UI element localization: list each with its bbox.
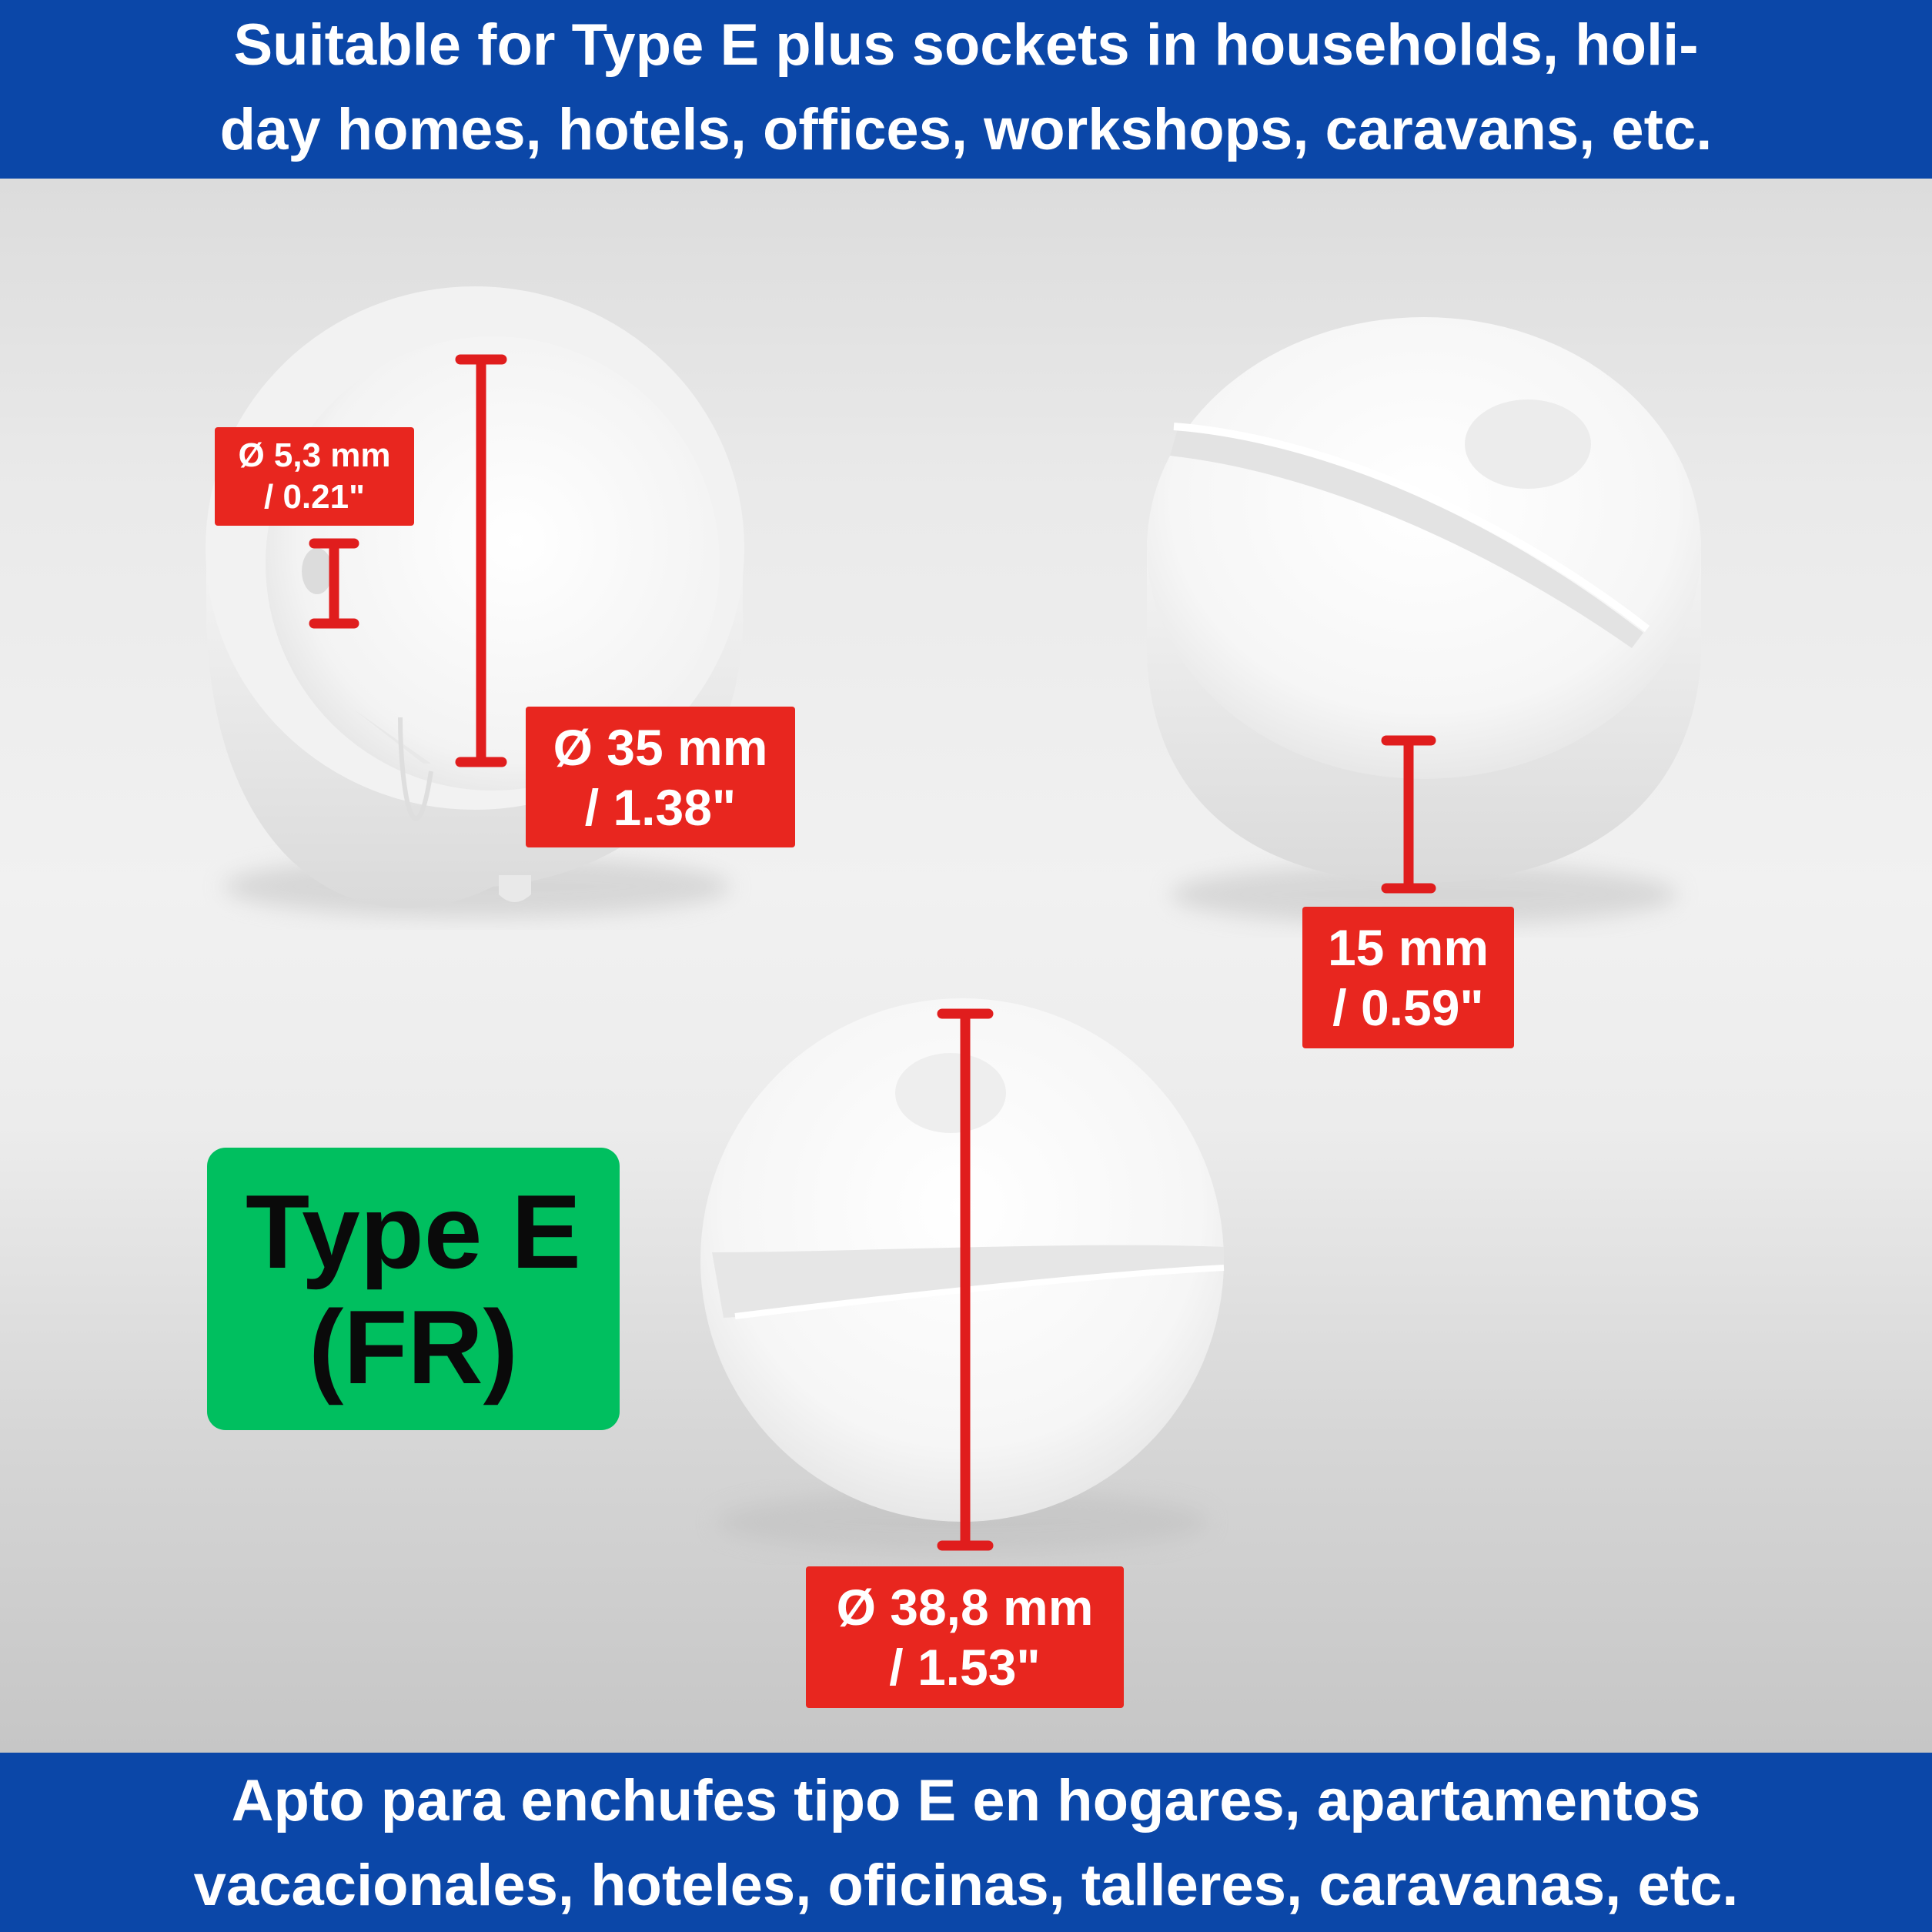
inner-diameter-imperial: / 1.38" [584, 778, 737, 836]
hole-diameter-metric: Ø 5,3 mm [238, 436, 391, 474]
hole-diameter-label [215, 427, 414, 526]
product-stage [0, 179, 1932, 1753]
bottom-banner [0, 1753, 1932, 1932]
height-label [1302, 907, 1514, 1048]
inner-diameter-metric: Ø 35 mm [553, 718, 768, 776]
bottom-banner-line-1: Apto para enchufes tipo E en hogares, apartamentos [231, 1768, 1701, 1833]
cap-top-view [700, 998, 1224, 1553]
height-metric: 15 mm [1327, 919, 1489, 976]
outer-diameter-imperial: / 1.53" [889, 1639, 1041, 1696]
plug-type-region: (FR) [309, 1288, 518, 1406]
cap-front-angled-view [1147, 317, 1701, 925]
top-banner [0, 0, 1932, 179]
plug-type-name: Type E [246, 1172, 581, 1290]
inner-diameter-label [526, 707, 795, 847]
height-imperial: / 0.59" [1332, 979, 1484, 1036]
outer-diameter-metric: Ø 38,8 mm [836, 1579, 1094, 1636]
outer-diameter-label [806, 1566, 1124, 1708]
top-banner-line-1: Suitable for Type E plus sockets in households, holi- [233, 12, 1699, 78]
hole-diameter-imperial: / 0.21" [264, 478, 365, 516]
plug-type-badge [207, 1148, 620, 1430]
product-illustration [0, 179, 1932, 1753]
top-banner-line-2: day homes, hotels, offices, workshops, caravans, etc. [219, 97, 1713, 162]
bottom-banner-line-2: vacacionales, hoteles, oficinas, talleres, caravanas, etc. [193, 1853, 1739, 1918]
